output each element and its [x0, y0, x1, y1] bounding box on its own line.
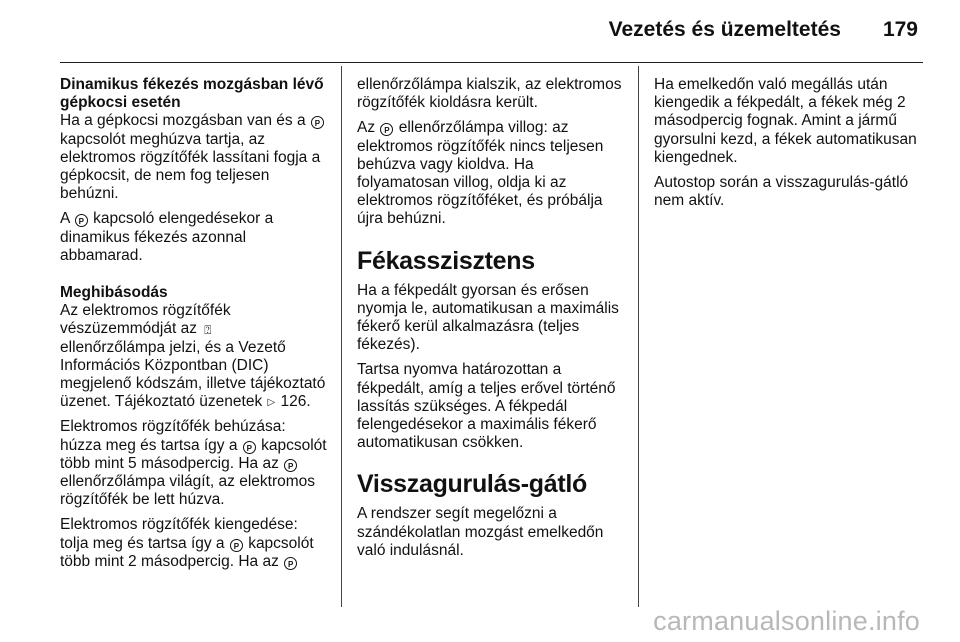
parking-brake-icon: P	[311, 116, 324, 129]
paragraph-assist-2: Tartsa nyomva határozottan a fékpedált, amíg a teljes erővel történő lassítás szükséges. A fékpedál felengedésekor a maximális fékerő automatikusan csökken.	[357, 361, 616, 452]
paragraph-dynamic-1: Ha a gépkocsi mozgásban van és a P kapcsolót meghúzva tartja, az elektromos rögzítőfék lassítani fogja a gépkocsit, de nem fog teljesen behúzni.	[60, 112, 328, 203]
heading-hill-start-assist: Visszagurulás-gátló	[357, 470, 588, 499]
subheading-fault: Meghibásodás	[60, 284, 168, 302]
column-1	[60, 76, 328, 578]
paragraph-fault-1: Az elektromos rögzítőfék vészüzemmódját az ⍰ ellenőrzőlámpa jelzi, és a Vezető Információs Központban (DIC) megjelenő kódszám, illetve tájékoztató üzenet. Tájékoztató üzenetek ▷ 126.	[60, 302, 326, 411]
column-divider-2	[638, 66, 639, 607]
column-2	[357, 76, 627, 567]
page-header	[609, 18, 918, 42]
paragraph-release-cont: ellenőrzőlámpa kialszik, az elektromos rögzítőfék kioldásra került.	[357, 76, 622, 112]
paragraph-dynamic-2: A P kapcsoló elengedésekor a dinamikus fékezés azonnal abbamarad.	[60, 210, 274, 264]
brake-warning-icon: ⍰	[204, 323, 212, 338]
column-divider-1	[341, 66, 342, 607]
page-number: 179	[882, 18, 918, 41]
parking-brake-icon: P	[75, 214, 88, 227]
page-reference-arrow-icon: ▷	[267, 397, 276, 409]
parking-brake-icon: P	[284, 557, 297, 570]
paragraph-hill-2: Ha emelkedőn való megállás után kiengedik a fékpedált, a fékek még 2 másodpercig fognak. Amint a jármű gyorsulni kezd, a fékek automatikusan kiengednek.	[654, 76, 917, 166]
paragraph-apply: Elektromos rögzítőfék behúzása: húzza meg és tartsa így a P kapcsolót több mint 5 másodpercig. Ha az P ellenőrzőlámpa világít, az elektromos rögzítőfék be lett húzva.	[60, 418, 327, 509]
paragraph-assist-1: Ha a fékpedált gyorsan és erősen nyomja le, automatikusan a maximális fékerő kerül alkalmazásra (teljes fékezés).	[357, 281, 619, 354]
page-title: Vezetés és üzemeltetés	[608, 18, 841, 41]
parking-brake-icon: P	[380, 123, 393, 136]
subheading-dynamic-braking: Dinamikus fékezés mozgásban lévő gépkocsi esetén	[60, 76, 324, 112]
header-rule	[60, 62, 923, 63]
parking-brake-icon: P	[284, 459, 297, 472]
paragraph-hill-1: A rendszer segít megelőzni a szándékolatlan mozgást emelkedőn való indulásnál.	[357, 505, 604, 559]
parking-brake-icon: P	[230, 539, 243, 552]
column-3	[654, 76, 926, 217]
heading-brake-assist: Fékasszisztens	[357, 246, 535, 275]
paragraph-flashing: Az P ellenőrzőlámpa villog: az elektromos rögzítőfék nincs teljesen behúzva vagy kioldva. Ha folyamatosan villog, oldja ki az elektromos rögzítőféket, és próbálja újra behúzni.	[357, 119, 604, 228]
paragraph-release: Elektromos rögzítőfék kiengedése: tolja meg és tartsa így a P kapcsolót több mint 2 másodpercig. Ha az P	[60, 516, 314, 570]
parking-brake-icon: P	[243, 441, 256, 454]
watermark: carmanualsonline.info	[653, 606, 920, 636]
paragraph-hill-3: Autostop során a visszagurulás-gátló nem aktív.	[654, 174, 909, 210]
